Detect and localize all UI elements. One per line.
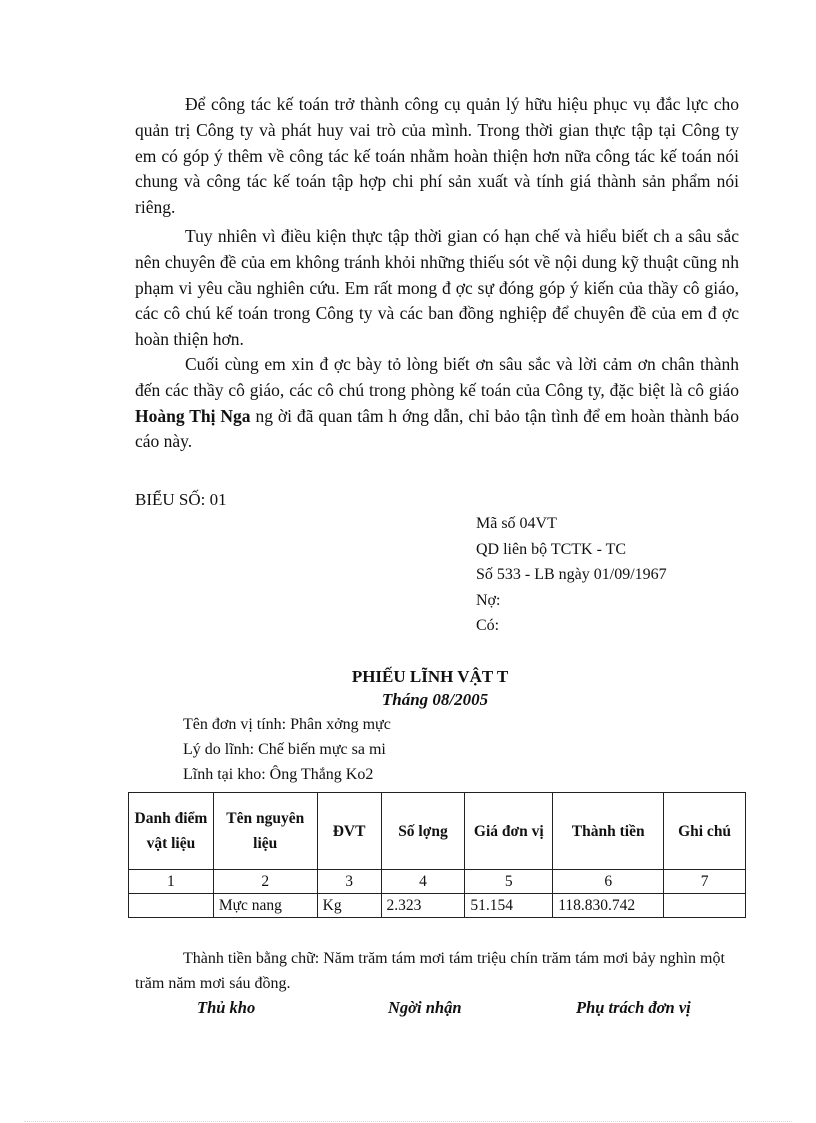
table-cell: 4 — [381, 870, 465, 894]
table-cell — [129, 894, 214, 918]
table-cell: Kg — [317, 894, 381, 918]
form-decree: QD liên bộ TCTK - TC — [476, 540, 627, 558]
slip-warehouse: Lĩnh tại kho: Ông Thắng Ko2 — [183, 766, 374, 783]
table-cell: 1 — [129, 870, 214, 894]
form-header — [476, 511, 667, 639]
form-code: Mã số 04VT — [476, 515, 557, 532]
table-cell — [664, 894, 746, 918]
table-cell: 2 — [213, 870, 317, 894]
slip-reason: Lý do lĩnh: Chế biến mực sa mi — [183, 741, 386, 758]
page-bottom-divider — [24, 1121, 792, 1122]
slip-unit: Tên đơn vị tính: Phân xởng mực — [183, 716, 391, 733]
table-cell: 7 — [664, 870, 746, 894]
table-cell: Mực nang — [213, 894, 317, 918]
signature-storekeeper: Thủ kho — [197, 998, 256, 1017]
paragraph-3-text-a: Cuối cùng em xin đ ợc bày tỏ lòng biết ơn sâu sắc và lời cảm ơn chân thành đến các thầy cô giáo, các cô chú trong phòng kế toán của Công ty, đặc biệt là cô giáo — [135, 354, 739, 400]
table-cell: 2.323 — [381, 894, 465, 918]
slip-title: PHIẾU LĨNH VẬT T — [351, 667, 509, 686]
table-row — [129, 894, 746, 918]
table-cell: 6 — [553, 870, 664, 894]
teacher-name: Hoàng Thị Nga — [135, 405, 251, 426]
col-header: Thành tiền — [553, 793, 664, 870]
form-debit: Nợ: — [476, 591, 501, 609]
paragraph-3 — [135, 352, 739, 455]
table-cell: 3 — [317, 870, 381, 894]
form-credit: Có: — [476, 617, 500, 634]
amount-in-words: Thành tiền bằng chữ: Năm trăm tám mơi tám triệu chín trăm tám mơi bảy nghìn một trăm năm mơi sáu đồng. — [135, 950, 725, 992]
col-header: Danh điểm vật liệu — [129, 793, 214, 870]
signature-unit-head: Phụ trách đơn vị — [576, 998, 691, 1017]
paragraph-1: Để công tác kế toán trở thành công cụ quản lý hữu hiệu phục vụ đắc lực cho quản trị Công ty và phát huy vai trò của mình. Trong thời gian thực tập tại Công ty em có góp ý thêm về công tác kế toán nhằm hoàn thiện hơn nữa công tác kế toán nói chung và công tác kế toán tập hợp chi phí sản xuất và tính giá thành sản phẩm nói riêng. — [135, 94, 739, 218]
col-header: Ghi chú — [664, 793, 746, 870]
form-number-date: Số 533 - LB ngày 01/09/1967 — [476, 566, 667, 583]
form-label: BIỂU SỐ: 01 — [135, 490, 227, 509]
paragraph-2: Tuy nhiên vì điều kiện thực tập thời gian có hạn chế và hiểu biết ch a sâu sắc nên chuyên đề của em không tránh khỏi những thiếu sót về nội dung kỹ thuật cũng nh phạm vi yêu cầu nghiên cứu. Em rất mong đ ợc sự đóng góp ý kiến của thầy cô giáo, các cô chú kế toán trong Công ty và các ban đồng nghiệp để chuyên đề của em đ ợc hoàn thiện hơn. — [135, 226, 739, 350]
table-cell: 5 — [465, 870, 553, 894]
material-table — [128, 792, 746, 918]
col-header: Số lợng — [381, 793, 465, 870]
slip-month: Tháng 08/2005 — [381, 690, 489, 709]
table-cell: 51.154 — [465, 894, 553, 918]
paragraph-3-text-b: ng ời đã quan tâm h ớng dẫn, chỉ bảo tận tình để em hoàn thành báo cáo này. — [135, 405, 739, 452]
signature-receiver: Ngời nhận — [388, 998, 462, 1017]
table-cell: 118.830.742 — [553, 894, 664, 918]
table-index-row — [129, 870, 746, 894]
col-header: Giá đơn vị — [465, 793, 553, 870]
table-header-row — [129, 793, 746, 870]
col-header: ĐVT — [317, 793, 381, 870]
col-header: Tên nguyên liệu — [213, 793, 317, 870]
